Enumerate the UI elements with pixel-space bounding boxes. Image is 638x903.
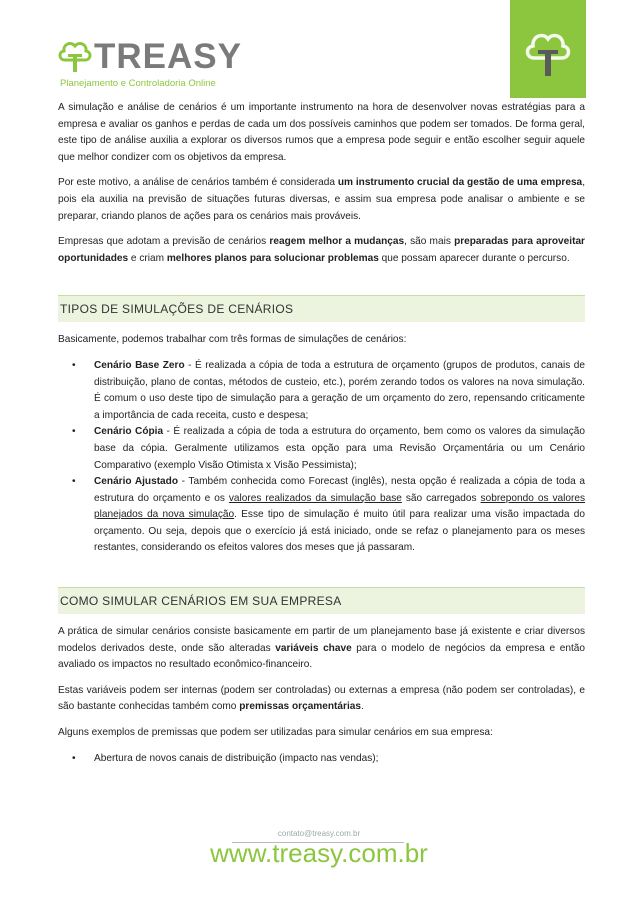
tree-logo-icon (58, 38, 92, 74)
section2-paragraph-2: Estas variáveis podem ser internas (podem ser controladas) ou externas a empresa (não podem ser controladas), e são bastante conhecidas também como premissas orçamentárias. (58, 684, 585, 713)
list-item: • Cenário Ajustado - Também conhecida como Forecast (inglês), nesta opção é realizada a cópia de toda a estrutura do orçamento e os valores realizados da simulação base são carregados sobrepondo os valores planejados da nova simulação. Esse tipo de simulação é muito útil para realizar uma visão impactada do orçamento. Ou seja, depois que o exercício já está iniciado, onde se refaz o planejamento para os meses restantes, considerando os efeitos valores dos meses que já passaram. (72, 476, 586, 554)
section-heading-tipos: TIPOS DE SIMULAÇÕES DE CENÁRIOS (58, 295, 585, 322)
list-item: • Cenário Cópia - É realizada a cópia de toda a estrutura do orçamento, bem como os valores da simulação base da cópia. Geralmente utilizamos esta opção para uma Revisão Orçamentária ou um Cenário Comparativo (exemplo Visão Otimista x Visão Pessimista); (72, 426, 585, 471)
intro-paragraph-3: Empresas que adotam a previsão de cenários reagem melhor a mudanças, são mais preparadas para aproveitar oportunidades e criam melhores planos para solucionar problemas que possam aparecer durante o percurso. (58, 236, 585, 264)
document-body (58, 100, 585, 775)
footer-email[interactable]: contato@treasy.com.br (277, 829, 361, 838)
list-item: • Cenário Base Zero - É realizada a cópia de toda a estrutura de orçamento (grupos de produtos, canais de distribuição, plano de contas, métodos de custeio, etc.), porém zerando todos os valores na nova simulação. É comum o uso deste tipo de simulação para a geração de um orçamento do zero, repensando criticamente a importância de cada receita, custo e despesa; (72, 359, 585, 421)
brand-tagline: Planejamento e Controladoria Online (60, 78, 216, 89)
corner-tree-badge (510, 0, 586, 98)
brand-name: TREASY (94, 37, 242, 76)
premises-list (58, 751, 585, 768)
section1-lead: Basicamente, podemos trabalhar com três formas de simulações de cenários: (58, 334, 407, 346)
list-item: • Abertura de novos canais de distribuição (impacto nas vendas); (72, 752, 379, 764)
scenario-types-list (58, 358, 585, 557)
section2-paragraph-3: Alguns exemplos de premissas que podem ser utilizadas para simular cenários em sua empresa: (58, 727, 493, 739)
intro-paragraph-1: A simulação e análise de cenários é um importante instrumento na hora de desenvolver novas estratégias para a empresa e avaliar os ganhos e perdas de cada um dos possíveis caminhos que podem ser tomados. De forma geral, este tipo de análise auxilia a explorar os diversos rumos que a empresa pode seguir e então escolher seguir aquele que melhor condizer com os objetivos da empresa. (58, 102, 585, 163)
logo (58, 36, 248, 92)
footer-website-link[interactable]: www.treasy.com.br (210, 838, 428, 868)
section2-paragraph-1: A prática de simular cenários consiste basicamente em partir de um planejamento base já existente e criar diversos modelos derivados deste, onde são alteradas variáveis chave para o modelo de negócios da empresa e então avaliado os impactos no resultado econômico-financeiro. (58, 626, 585, 671)
section-heading-como-simular: COMO SIMULAR CENÁRIOS EM SUA EMPRESA (58, 587, 585, 614)
tree-icon (524, 28, 572, 80)
intro-paragraph-2: Por este motivo, a análise de cenários também é considerada um instrumento crucial da gestão de uma empresa, pois ela auxilia na previsão de situações futuras diversas, e assim sua empresa pode analisar o ambiente e se preparar, criando planos de ações para os cenários mais prováveis. (58, 177, 585, 222)
